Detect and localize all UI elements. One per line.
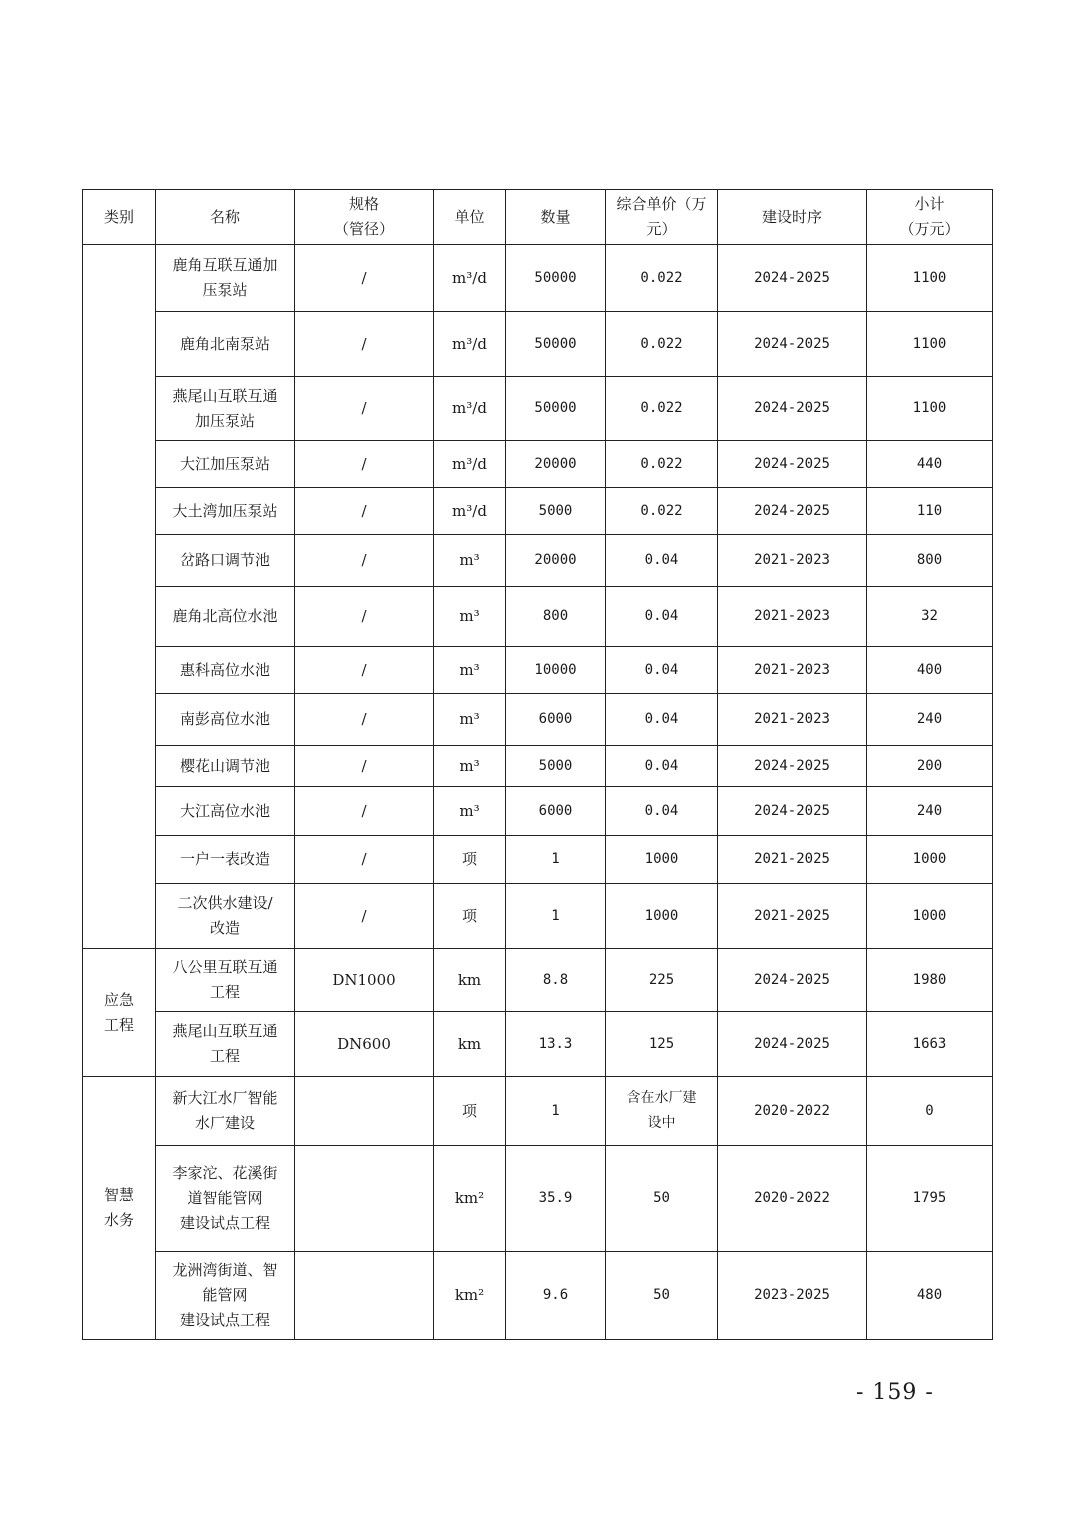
schedule-cell: 2024-2025 [718, 245, 867, 312]
schedule-cell: 2024-2025 [718, 1012, 867, 1077]
table-row [83, 587, 993, 647]
schedule-cell: 2024-2025 [718, 746, 867, 787]
table-row [83, 488, 993, 535]
spec-cell: / [295, 836, 434, 884]
quantity-cell: 800 [506, 587, 606, 647]
unit-price-cell: 0.04 [606, 787, 718, 836]
unit-price-cell: 0.04 [606, 535, 718, 587]
unit-cell: m³/d [434, 441, 506, 488]
header-unit-price: 综合单价（万 元） [606, 190, 718, 245]
quantity-cell: 1 [506, 884, 606, 949]
category-cell [83, 245, 156, 949]
name-cell: 燕尾山互联互通 加压泵站 [156, 377, 295, 441]
spec-cell: / [295, 884, 434, 949]
page-number: - 159 - [856, 1380, 934, 1405]
category-cell: 应急 工程 [83, 949, 156, 1077]
schedule-cell: 2020-2022 [718, 1146, 867, 1252]
unit-price-cell: 50 [606, 1146, 718, 1252]
spec-cell: / [295, 694, 434, 746]
table-row [83, 949, 993, 1012]
table-row [83, 312, 993, 377]
schedule-cell: 2024-2025 [718, 787, 867, 836]
unit-price-cell: 含在水厂建 设中 [606, 1077, 718, 1146]
spec-cell: / [295, 377, 434, 441]
unit-price-cell: 0.022 [606, 377, 718, 441]
quantity-cell: 1 [506, 1077, 606, 1146]
unit-cell: km [434, 1012, 506, 1077]
schedule-cell: 2024-2025 [718, 377, 867, 441]
subtotal-cell: 440 [867, 441, 993, 488]
quantity-cell: 20000 [506, 441, 606, 488]
unit-price-cell: 0.04 [606, 694, 718, 746]
subtotal-cell: 400 [867, 647, 993, 694]
spec-cell [295, 1146, 434, 1252]
header-schedule: 建设时序 [718, 190, 867, 245]
table-row [83, 1146, 993, 1252]
name-cell: 二次供水建设/ 改造 [156, 884, 295, 949]
name-cell: 李家沱、花溪街 道智能管网 建设试点工程 [156, 1146, 295, 1252]
unit-cell: km [434, 949, 506, 1012]
subtotal-cell: 1980 [867, 949, 993, 1012]
table-row [83, 1252, 993, 1340]
unit-cell: m³ [434, 647, 506, 694]
subtotal-cell: 1100 [867, 245, 993, 312]
name-cell: 燕尾山互联互通 工程 [156, 1012, 295, 1077]
spec-cell: / [295, 647, 434, 694]
table-row [83, 535, 993, 587]
spec-cell: / [295, 488, 434, 535]
table-row [83, 377, 993, 441]
table-header-row [83, 190, 993, 245]
schedule-cell: 2020-2022 [718, 1077, 867, 1146]
schedule-cell: 2021-2023 [718, 535, 867, 587]
project-cost-table [82, 189, 993, 1340]
header-category: 类别 [83, 190, 156, 245]
unit-price-cell: 0.04 [606, 647, 718, 694]
schedule-cell: 2021-2023 [718, 694, 867, 746]
schedule-cell: 2023-2025 [718, 1252, 867, 1340]
name-cell: 岔路口调节池 [156, 535, 295, 587]
header-subtotal: 小计 （万元） [867, 190, 993, 245]
subtotal-cell: 1795 [867, 1146, 993, 1252]
quantity-cell: 6000 [506, 694, 606, 746]
quantity-cell: 8.8 [506, 949, 606, 1012]
unit-cell: m³/d [434, 312, 506, 377]
spec-cell: / [295, 787, 434, 836]
name-cell: 大江加压泵站 [156, 441, 295, 488]
quantity-cell: 9.6 [506, 1252, 606, 1340]
spec-cell: / [295, 535, 434, 587]
unit-cell: 项 [434, 1077, 506, 1146]
name-cell: 惠科高位水池 [156, 647, 295, 694]
table-row [83, 1012, 993, 1077]
quantity-cell: 5000 [506, 746, 606, 787]
table-row [83, 746, 993, 787]
name-cell: 龙洲湾街道、智 能管网 建设试点工程 [156, 1252, 295, 1340]
unit-cell: km² [434, 1146, 506, 1252]
unit-price-cell: 0.022 [606, 488, 718, 535]
table-row [83, 884, 993, 949]
subtotal-cell: 1100 [867, 377, 993, 441]
subtotal-cell: 32 [867, 587, 993, 647]
header-name: 名称 [156, 190, 295, 245]
table-row [83, 694, 993, 746]
name-cell: 樱花山调节池 [156, 746, 295, 787]
subtotal-cell: 1000 [867, 884, 993, 949]
name-cell: 南彭高位水池 [156, 694, 295, 746]
spec-cell: / [295, 746, 434, 787]
unit-cell: 项 [434, 884, 506, 949]
spec-cell: DN1000 [295, 949, 434, 1012]
category-cell: 智慧 水务 [83, 1077, 156, 1340]
quantity-cell: 50000 [506, 377, 606, 441]
schedule-cell: 2024-2025 [718, 312, 867, 377]
quantity-cell: 13.3 [506, 1012, 606, 1077]
unit-cell: m³/d [434, 245, 506, 312]
subtotal-cell: 240 [867, 787, 993, 836]
subtotal-cell: 800 [867, 535, 993, 587]
subtotal-cell: 240 [867, 694, 993, 746]
spec-cell [295, 1077, 434, 1146]
subtotal-cell: 1663 [867, 1012, 993, 1077]
spec-cell: DN600 [295, 1012, 434, 1077]
header-spec: 规格 （管径） [295, 190, 434, 245]
unit-price-cell: 125 [606, 1012, 718, 1077]
table-body [83, 245, 993, 1340]
unit-cell: m³ [434, 787, 506, 836]
unit-cell: m³ [434, 746, 506, 787]
name-cell: 鹿角北高位水池 [156, 587, 295, 647]
unit-price-cell: 50 [606, 1252, 718, 1340]
header-quantity: 数量 [506, 190, 606, 245]
spec-cell: / [295, 587, 434, 647]
unit-price-cell: 0.04 [606, 587, 718, 647]
subtotal-cell: 200 [867, 746, 993, 787]
table-row [83, 787, 993, 836]
unit-cell: m³ [434, 694, 506, 746]
spec-cell: / [295, 441, 434, 488]
name-cell: 大江高位水池 [156, 787, 295, 836]
schedule-cell: 2024-2025 [718, 488, 867, 535]
unit-price-cell: 1000 [606, 884, 718, 949]
schedule-cell: 2024-2025 [718, 949, 867, 1012]
unit-price-cell: 225 [606, 949, 718, 1012]
quantity-cell: 50000 [506, 312, 606, 377]
quantity-cell: 1 [506, 836, 606, 884]
schedule-cell: 2021-2023 [718, 587, 867, 647]
quantity-cell: 6000 [506, 787, 606, 836]
table-row [83, 1077, 993, 1146]
name-cell: 八公里互联互通 工程 [156, 949, 295, 1012]
unit-price-cell: 0.022 [606, 312, 718, 377]
unit-cell: m³/d [434, 377, 506, 441]
subtotal-cell: 0 [867, 1077, 993, 1146]
quantity-cell: 35.9 [506, 1146, 606, 1252]
name-cell: 鹿角互联互通加 压泵站 [156, 245, 295, 312]
quantity-cell: 5000 [506, 488, 606, 535]
subtotal-cell: 110 [867, 488, 993, 535]
spec-cell: / [295, 245, 434, 312]
unit-price-cell: 0.022 [606, 441, 718, 488]
name-cell: 新大江水厂智能 水厂建设 [156, 1077, 295, 1146]
header-unit: 单位 [434, 190, 506, 245]
unit-cell: km² [434, 1252, 506, 1340]
table-row [83, 245, 993, 312]
schedule-cell: 2024-2025 [718, 441, 867, 488]
spec-cell: / [295, 312, 434, 377]
spec-cell [295, 1252, 434, 1340]
schedule-cell: 2021-2023 [718, 647, 867, 694]
unit-cell: m³ [434, 587, 506, 647]
unit-cell: m³/d [434, 488, 506, 535]
name-cell: 一户一表改造 [156, 836, 295, 884]
table-row [83, 647, 993, 694]
table-row [83, 441, 993, 488]
table-row [83, 836, 993, 884]
schedule-cell: 2021-2025 [718, 884, 867, 949]
subtotal-cell: 1100 [867, 312, 993, 377]
unit-price-cell: 1000 [606, 836, 718, 884]
unit-cell: 项 [434, 836, 506, 884]
subtotal-cell: 1000 [867, 836, 993, 884]
subtotal-cell: 480 [867, 1252, 993, 1340]
unit-cell: m³ [434, 535, 506, 587]
schedule-cell: 2021-2025 [718, 836, 867, 884]
unit-price-cell: 0.022 [606, 245, 718, 312]
name-cell: 大土湾加压泵站 [156, 488, 295, 535]
quantity-cell: 50000 [506, 245, 606, 312]
name-cell: 鹿角北南泵站 [156, 312, 295, 377]
quantity-cell: 20000 [506, 535, 606, 587]
unit-price-cell: 0.04 [606, 746, 718, 787]
quantity-cell: 10000 [506, 647, 606, 694]
